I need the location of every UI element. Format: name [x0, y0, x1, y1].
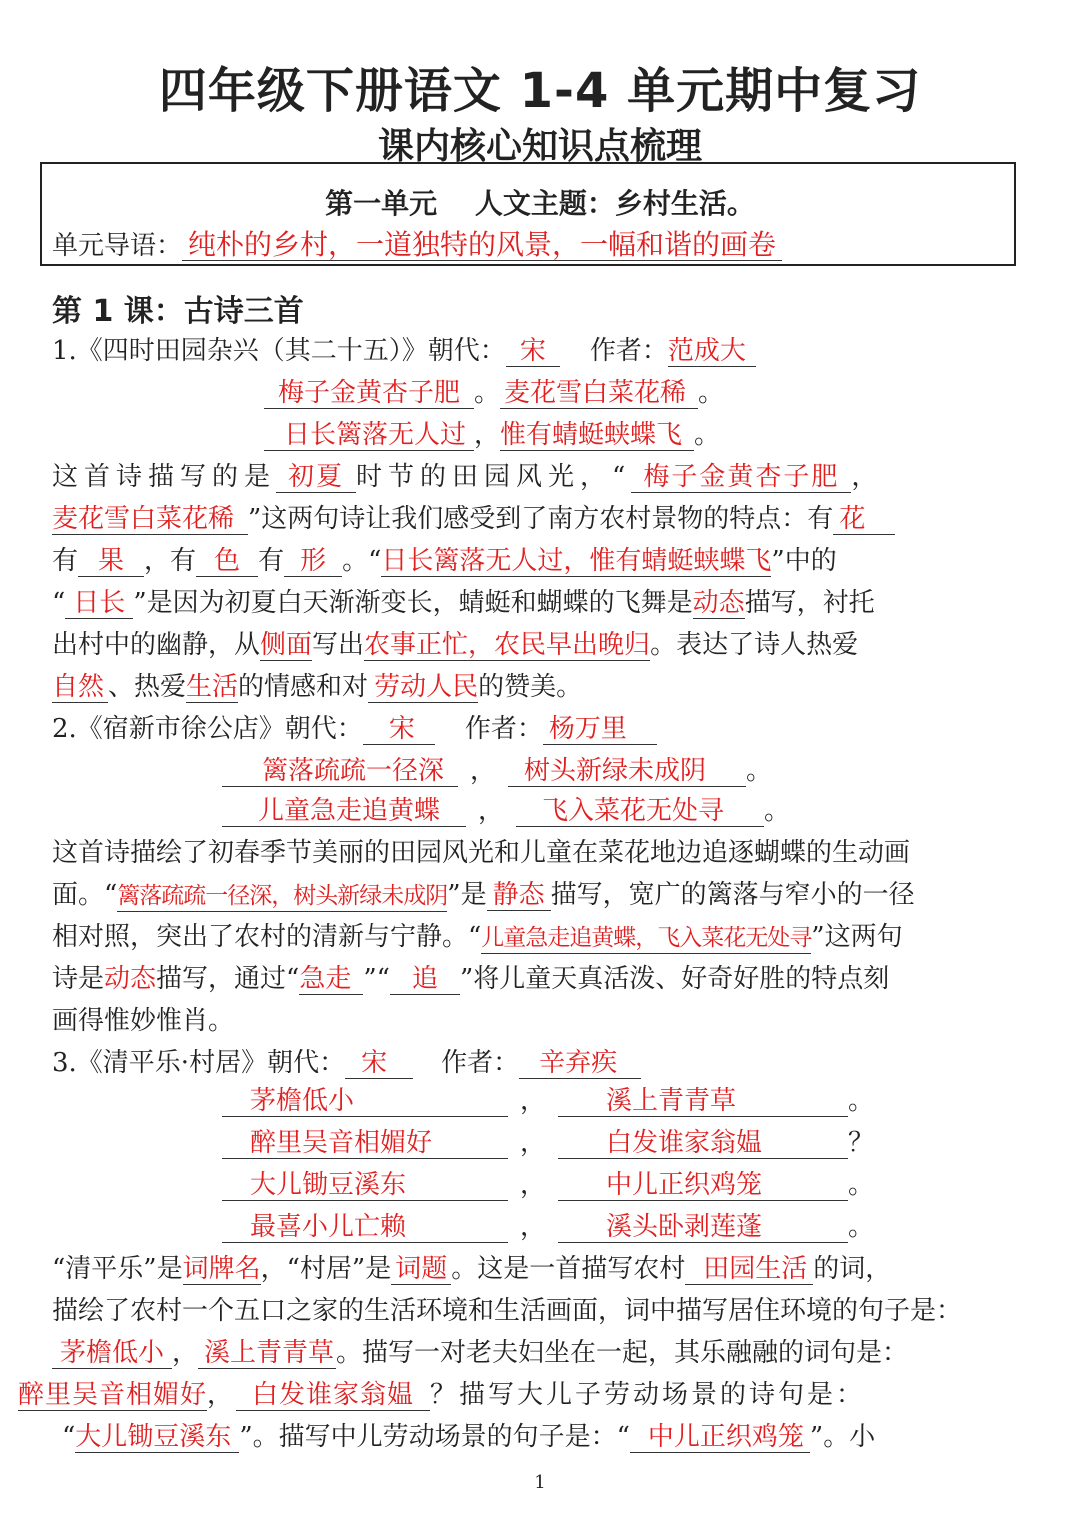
answer: 农事正忙，农民早出晚归 [364, 630, 651, 660]
text: 。 [848, 1170, 875, 1200]
text: ”这两句诗让我们感受到了南方农村景物的特点：有 [248, 504, 834, 534]
poem1-para-5 [52, 630, 858, 661]
text: 。 [848, 1212, 875, 1242]
answer: 形 [284, 546, 342, 577]
answer: 日长 [65, 588, 133, 619]
answer: 大儿锄豆溪东 [75, 1422, 239, 1453]
poem2-dynasty: 宋 [363, 714, 435, 745]
poem1-line1a: 梅子金黄杏子肥 [264, 378, 474, 409]
poem2-author: 杨万里 [543, 714, 657, 745]
answer: 自然 [52, 672, 108, 703]
text: 的赞美。 [478, 672, 583, 702]
poem1-line2a: 日长篱落无人过 [264, 420, 474, 451]
text: ”。小 [809, 1422, 876, 1452]
unit-guide-answer: 纯朴的乡村，一道独特的风景，一幅和谐的画卷 [182, 230, 782, 261]
poem1-para-3 [52, 546, 837, 577]
text: ”中的 [771, 546, 837, 576]
text: ”“ [363, 964, 390, 994]
answer: 麦花雪白菜花稀 [52, 504, 248, 535]
answer: 溪上青青草 [558, 1086, 848, 1117]
poem3-verse-4: 最喜小儿亡赖 ， 溪头卧剥莲蓬 。 [222, 1212, 874, 1243]
answer: 儿童急走追黄蝶，飞入菜花无处寻 [481, 923, 811, 954]
poem2-line1b: 树头新绿未成阴 [508, 756, 746, 787]
text: ， [172, 1338, 199, 1368]
poem3-para-5 [62, 1422, 875, 1453]
poem1-author: 范成大 [668, 336, 756, 367]
answer: 色 [196, 546, 258, 577]
text: 有 [52, 546, 79, 576]
poem3-para-4 [18, 1380, 865, 1411]
poem1-para-6 [52, 672, 582, 703]
text: 。 [848, 1086, 875, 1116]
text: ？ [848, 1128, 875, 1158]
answer: 醉里吴音相媚好 [222, 1128, 508, 1159]
text: 相对照，突出了农村的清新与宁静。“ [52, 922, 482, 952]
text: 。表达了诗人热爱 [650, 630, 859, 660]
unit-guide-label: 单元导语： [52, 231, 183, 261]
text: 写出 [312, 630, 365, 660]
poem2-line1a: 篱落疏疏一径深 [222, 756, 458, 787]
text: “清平乐”是 [52, 1254, 183, 1284]
text: 描写，通过“ [156, 964, 300, 994]
poem3-header [52, 1048, 641, 1079]
poem2-para-3 [52, 922, 903, 954]
answer: 溪头卧剥莲蓬 [558, 1212, 848, 1243]
unit-guide [52, 230, 782, 261]
poem3-author: 辛弃疾 [519, 1048, 641, 1079]
poem2-line2b: 飞入菜花无处寻 [516, 796, 764, 827]
text: 时节的田园风光，“ [356, 462, 632, 492]
answer: 静态 [487, 880, 551, 911]
text: 。这是一首描写农村 [451, 1254, 686, 1284]
unit-heading: 第一单元 人文主题：乡村生活。 [325, 187, 755, 220]
poem3-intro: 3.《清平乐·村居》朝代： [52, 1048, 346, 1078]
poem3-verse-3: 大儿锄豆溪东 ， 中儿正织鸡笼 。 [222, 1170, 874, 1201]
answer: 茅檐低小 [222, 1086, 508, 1117]
answer: 追 [390, 964, 460, 995]
text: 诗是 [52, 964, 105, 994]
text: ”这两句 [811, 922, 903, 952]
page-title: 四年级下册语文 1-4 单元期中复习 [158, 63, 922, 119]
answer: 中儿正织鸡笼 [558, 1170, 848, 1201]
poem2-author-label: 作者： [464, 714, 543, 744]
text: ”。描写中儿劳动场景的句子是：“ [239, 1422, 630, 1452]
page-number: 1 [534, 1472, 546, 1493]
answer: 醉里吴音相媚好 [18, 1380, 208, 1410]
answer: 劳动人民 [368, 672, 478, 703]
poem2-para-1: 这首诗描绘了初春季节美丽的田园风光和儿童在菜花地边追逐蝴蝶的生动画 [52, 838, 911, 868]
poem2-para-5: 画得惟妙惟肖。 [52, 1006, 235, 1036]
text: ？描写大儿子劳动场景的诗句是： [430, 1380, 866, 1410]
poem3-author-label: 作者： [441, 1048, 520, 1078]
answer: 梅子金黄杏子肥 [631, 462, 851, 493]
poem2-verse-1: 篱落疏疏一径深 ， 树头新绿未成阴 。 [222, 756, 772, 787]
answer: 急走 [299, 964, 363, 995]
answer: 初夏 [276, 462, 356, 493]
answer: 词题 [391, 1254, 451, 1285]
answer: 茅檐低小 [52, 1338, 172, 1369]
text: ”是因为初夏白天渐渐变长，蜻蜓和蝴蝶的飞舞是 [133, 588, 693, 618]
poem1-header [52, 336, 756, 367]
poem3-para-2: 描绘了农村一个五口之家的生活环境和生活画面，词中描写居住环境的句子是： [52, 1296, 963, 1326]
answer: 大儿锄豆溪东 [222, 1170, 508, 1201]
lesson-title: 第 1 课：古诗三首 [52, 294, 304, 329]
answer: 白发谁家翁媪 [558, 1128, 848, 1159]
poem1-verse-1: 梅子金黄杏子肥 。 麦花雪白菜花稀 。 [264, 378, 724, 409]
poem2-para-2 [52, 880, 915, 912]
answer: 生活 [186, 672, 239, 702]
poem2-intro: 2.《宿新市徐公店》朝代： [52, 714, 363, 744]
poem1-para-1: 这首诗描写的是 初夏 时节的田园风光，“ 梅子金黄杏子肥 ， [52, 462, 884, 492]
answer: 中儿正织鸡笼 [630, 1422, 810, 1453]
text: 这首诗描写的是 [52, 462, 277, 492]
poem3-verse-2: 醉里吴音相媚好 ， 白发谁家翁媪 ？ [222, 1128, 874, 1159]
text: 描写，宽广的篱落与窄小的一径 [550, 880, 915, 910]
answer: 动态 [692, 588, 745, 618]
poem3-verse-1: 茅檐低小 ， 溪上青青草 。 [222, 1086, 874, 1117]
answer: 花 [833, 504, 895, 535]
poem1-dynasty: 宋 [506, 336, 560, 367]
text: ， [207, 1380, 237, 1410]
answer: 田园生活 [685, 1254, 813, 1285]
text: “ [62, 1422, 76, 1452]
poem1-line1b: 麦花雪白菜花稀 [500, 378, 698, 409]
text: ，“村居”是 [260, 1254, 392, 1284]
poem3-para-3 [52, 1338, 908, 1369]
answer: 篱落疏疏一径深，树头新绿未成阴 [117, 881, 447, 912]
answer: 果 [78, 546, 144, 577]
text: 的词， [813, 1254, 892, 1284]
text: 。“ [342, 546, 382, 576]
poem3-dynasty: 宋 [345, 1048, 413, 1079]
poem2-line2a: 儿童急走追黄蝶 [222, 796, 466, 827]
answer: 动态 [104, 964, 157, 994]
text: 有 [258, 546, 285, 576]
answer: 词牌名 [182, 1254, 261, 1284]
text: 描写，衬托 [744, 588, 875, 618]
poem1-author-label: 作者： [589, 336, 668, 366]
text: 出村中的幽静，从 [52, 630, 261, 660]
text: 面。“ [52, 880, 118, 910]
poem1-para-2 [52, 504, 895, 535]
poem1-line2b: 惟有蜻蜓蛱蝶飞 [500, 420, 694, 451]
answer: 侧面 [260, 630, 313, 660]
poem2-para-4 [52, 964, 889, 995]
text: “ [52, 588, 66, 618]
poem1-verse-2: 日长篱落无人过 ，惟有蜻蜓蛱蝶飞 。 [264, 420, 720, 451]
answer: 白发谁家翁媪 [236, 1380, 430, 1411]
poem1-para-4 [52, 588, 875, 619]
poem1-intro: 1.《四时田园杂兴（其二十五）》朝代： [52, 336, 506, 366]
text: ”是 [447, 880, 487, 910]
text: ，有 [144, 546, 197, 576]
poem2-header [52, 714, 657, 745]
text: 。描写一对老夫妇坐在一起，其乐融融的词句是： [336, 1338, 909, 1368]
text: 、热爱 [108, 672, 187, 702]
answer: 溪上青青草 [198, 1338, 336, 1369]
answer: 日长篱落无人过，惟有蜻蜓蛱蝶飞 [381, 546, 772, 576]
answer: 最喜小儿亡赖 [222, 1212, 508, 1243]
page-subtitle: 课内核心知识点梳理 [377, 126, 702, 167]
text: ”将儿童天真活泼、好奇好胜的特点刻 [459, 964, 890, 994]
poem3-para-1 [52, 1254, 891, 1285]
text: 的情感和对 [238, 672, 369, 702]
poem2-verse-2: 儿童急走追黄蝶 ， 飞入菜花无处寻 。 [222, 796, 790, 827]
